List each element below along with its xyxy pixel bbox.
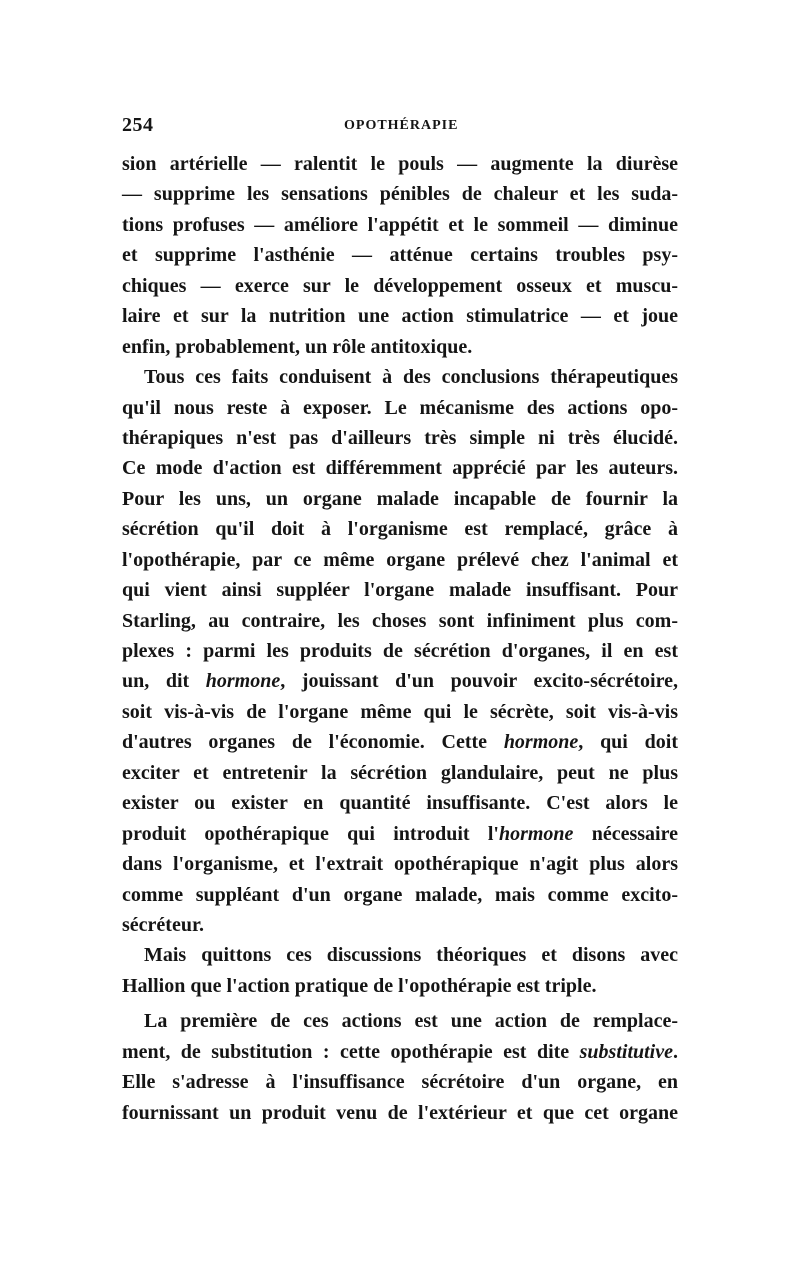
text-line: l'opothérapie, par ce même organe prélevé chez l'animal et	[122, 548, 678, 571]
text-line: et supprime l'asthénie — atténue certains troubles psy-	[122, 244, 678, 267]
text-line: thérapiques n'est pas d'ailleurs très simple ni très élucidé.	[122, 426, 678, 449]
italic-term: hormone	[205, 670, 281, 693]
italic-term: hormone	[503, 731, 579, 754]
italic-term: hormone	[498, 822, 574, 845]
text-line: qui vient ainsi suppléer l'organe malade insuffisant. Pour	[122, 579, 678, 602]
text-line: Starling, au contraire, les choses sont infiniment plus com-	[122, 609, 678, 632]
italic-term: substitutive	[579, 1040, 673, 1063]
text-line: d'autres organes de l'économie. Cette hormone, qui doit	[122, 731, 678, 754]
text-line: fournissant un produit venu de l'extérieur et que cet organe	[122, 1101, 678, 1124]
text-line: Mais quittons ces discussions théoriques et disons avec	[144, 944, 678, 967]
text-line: exciter et entretenir la sécrétion glandulaire, peut ne plus	[122, 761, 678, 784]
text-line: tions profuses — améliore l'appétit et le sommeil — diminue	[122, 213, 678, 236]
running-head	[122, 114, 678, 140]
body-text	[122, 149, 678, 1128]
text-line: — supprime les sensations pénibles de chaleur et les suda-	[122, 183, 678, 206]
text-line: Ce mode d'action est différemment apprécié par les auteurs.	[122, 457, 678, 480]
text-line: sion artérielle — ralentit le pouls — augmente la diurèse	[122, 153, 678, 175]
running-title: OPOTHÉRAPIE	[344, 118, 459, 133]
text-line: produit opothérapique qui introduit l'hormone nécessaire	[122, 822, 678, 845]
text-line: sécrétion qu'il doit à l'organisme est remplacé, grâce à	[122, 518, 678, 541]
text-line: soit vis-à-vis de l'organe même qui le sécrète, soit vis-à-vis	[122, 700, 678, 723]
text-line: chiques — exerce sur le développement osseux et muscu-	[122, 274, 678, 297]
text-line: La première de ces actions est une action de remplace-	[144, 1010, 678, 1033]
text-line: exister ou exister en quantité insuffisante. C'est alors le	[122, 792, 678, 815]
page-number: 254	[122, 114, 154, 136]
text-line: un, dit hormone, jouissant d'un pouvoir excito-sécrétoire,	[122, 670, 678, 693]
text-line: enfin, probablement, un rôle antitoxique.	[122, 335, 473, 358]
text-line: ment, de substitution : cette opothérapie est dite substitutive.	[122, 1040, 678, 1063]
text-line: qu'il nous reste à exposer. Le mécanisme des actions opo-	[122, 396, 678, 419]
text-line: laire et sur la nutrition une action stimulatrice — et joue	[122, 305, 678, 328]
text-line: plexes : parmi les produits de sécrétion d'organes, il en est	[122, 640, 678, 662]
text-line: sécréteur.	[122, 913, 204, 936]
text-line: Tous ces faits conduisent à des conclusions thérapeutiques	[144, 366, 678, 389]
text-line: Pour les uns, un organe malade incapable de fournir la	[122, 487, 678, 510]
text-line: Hallion que l'action pratique de l'opothérapie est triple.	[122, 974, 597, 997]
text-line: comme suppléant d'un organe malade, mais comme excito-	[122, 883, 678, 906]
text-line: dans l'organisme, et l'extrait opothérapique n'agit plus alors	[122, 853, 678, 876]
text-line: Elle s'adresse à l'insuffisance sécrétoire d'un organe, en	[122, 1071, 678, 1094]
